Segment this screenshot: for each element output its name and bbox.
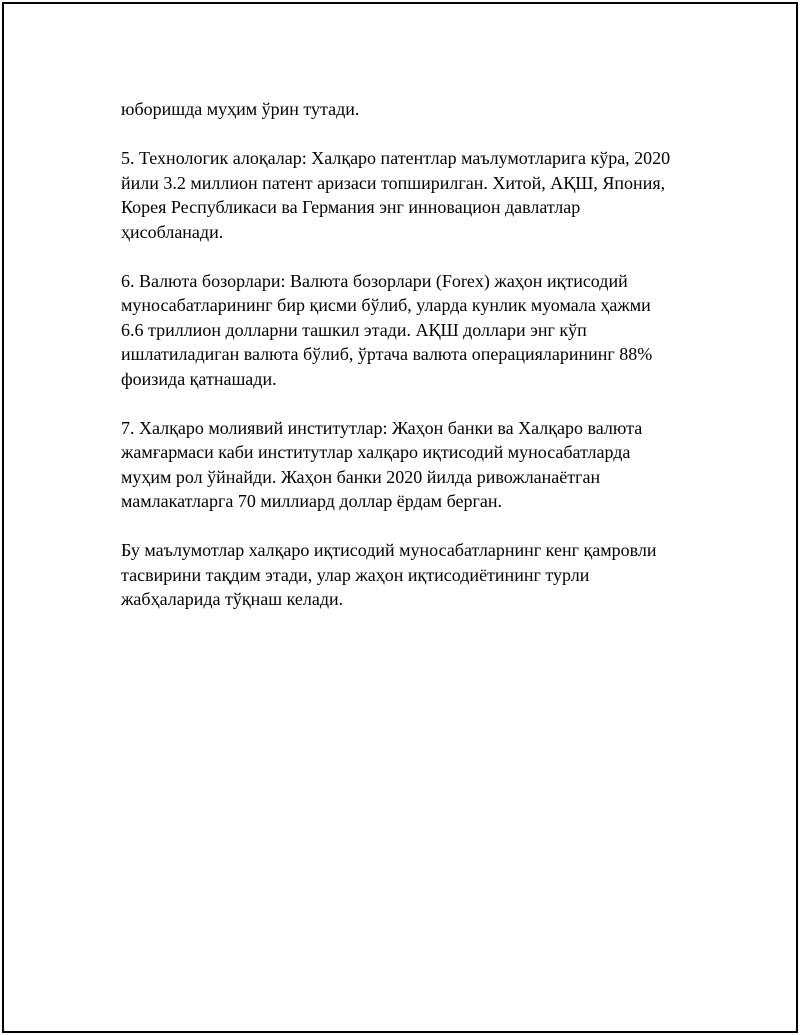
text-line: 5. Технологик алоқалар: Халқаро патентлар маълумотларига кўра, 2020 bbox=[121, 148, 671, 168]
text-line: 6. Валюта бозорлари: Валюта бозорлари (Forex) жаҳон иқтисодий bbox=[121, 270, 628, 291]
text-line: Бу маълумотлар халқаро иқтисодий муносабатларнинг кенг қамровли bbox=[121, 540, 657, 560]
text-line: юборишда муҳим ўрин тутади. bbox=[121, 99, 360, 119]
text-line: Корея Республикаси ва Германия энг инновацион давлатлар bbox=[121, 197, 581, 217]
text-line: фоизида қатнашади. bbox=[121, 368, 277, 389]
document-page bbox=[2, 2, 798, 1033]
text-line: йили 3.2 миллион патент аризаси топширилган. Хитой, АҚШ, Япония, bbox=[121, 172, 666, 193]
paragraph-currency-markets bbox=[121, 269, 721, 392]
text-line: муносабатларининг бир қисми бўлиб, уларда кунлик муомала ҳажми bbox=[121, 295, 651, 315]
text-line: 6.6 триллион долларни ташкил этади. АҚШ доллари энг кўп bbox=[121, 319, 587, 340]
document-body bbox=[121, 97, 721, 636]
text-line: 7. Халқаро молиявий институтлар: Жаҳон банки ва Халқаро валюта bbox=[121, 417, 643, 438]
paragraph-financial-institutions bbox=[121, 416, 721, 514]
paragraph-continuation bbox=[121, 97, 721, 122]
paragraph-technological-relations bbox=[121, 146, 721, 244]
text-line: муҳим рол ўйнайди. Жаҳон банки 2020 йилда ривожланаётган bbox=[121, 466, 601, 487]
text-line: ҳисобланади. bbox=[121, 221, 224, 242]
text-line: ишлатиладиган валюта бўлиб, ўртача валюта операцияларининг 88% bbox=[121, 344, 653, 364]
text-line: жамғармаси каби институтлар халқаро иқтисодий муносабатларда bbox=[121, 442, 631, 462]
text-line: тасвирини тақдим этади, улар жаҳон иқтисодиётининг турли bbox=[121, 564, 590, 585]
text-line: жабҳаларида тўқнаш келади. bbox=[121, 589, 344, 609]
text-line: мамлакатларга 70 миллиард доллар ёрдам берган. bbox=[121, 491, 502, 511]
paragraph-conclusion bbox=[121, 538, 721, 612]
